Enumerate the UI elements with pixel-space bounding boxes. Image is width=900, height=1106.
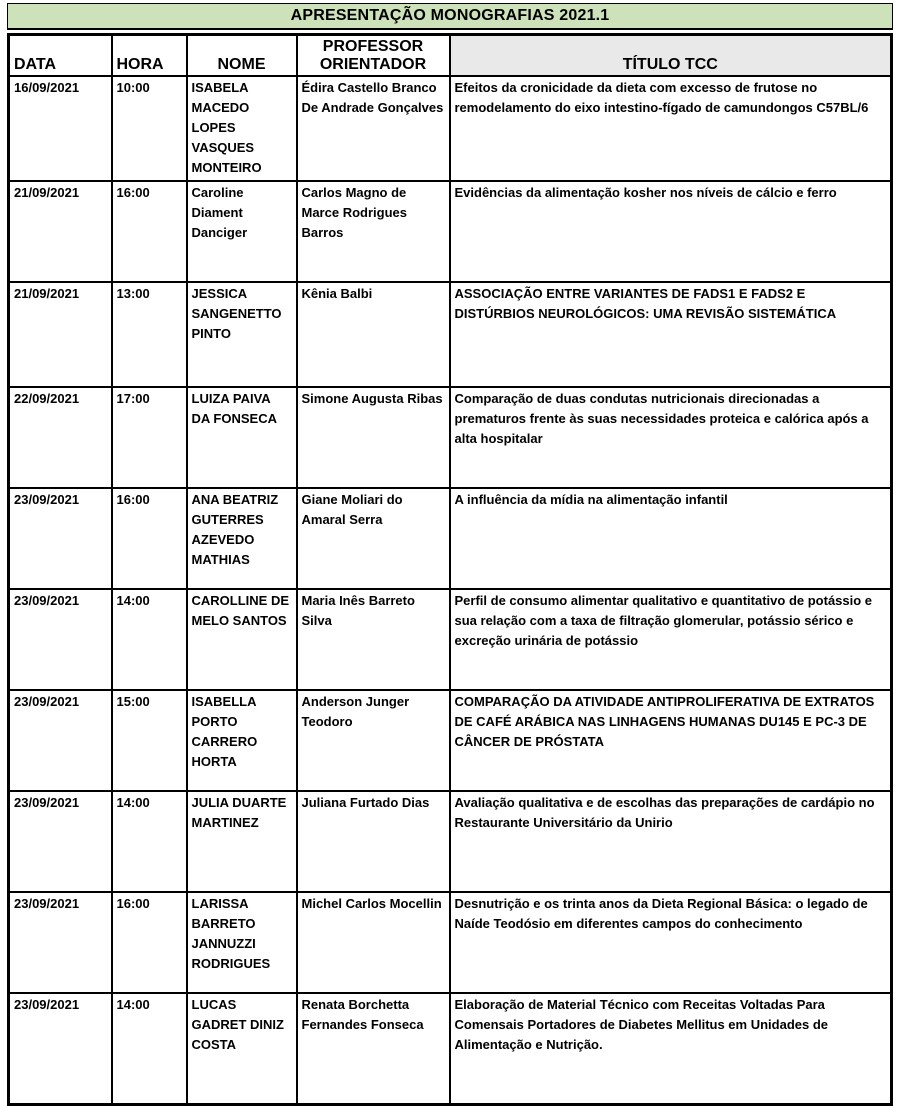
- cell-hora: 14:00: [112, 791, 187, 892]
- header-row: [9, 35, 892, 77]
- cell-nome: JESSICA SANGENETTO PINTO: [187, 282, 297, 387]
- monografias-table: [7, 33, 893, 1106]
- cell-orientador: Carlos Magno de Marce Rodrigues Barros: [297, 181, 450, 282]
- cell-orientador: Anderson Junger Teodoro: [297, 690, 450, 791]
- table-row: [9, 892, 892, 993]
- cell-hora: 14:00: [112, 589, 187, 690]
- cell-titulo: ASSOCIAÇÃO ENTRE VARIANTES DE FADS1 E FADS2 E DISTÚRBIOS NEUROLÓGICOS: UMA REVISÃO SISTEMÁTICA: [450, 282, 892, 387]
- cell-nome: ISABELA MACEDO LOPES VASQUES MONTEIRO: [187, 76, 297, 181]
- cell-titulo: Comparação de duas condutas nutricionais direcionadas a prematuros frente às suas necessidades proteica e calórica após a alta hospitalar: [450, 387, 892, 488]
- cell-hora: 17:00: [112, 387, 187, 488]
- cell-hora: 16:00: [112, 488, 187, 589]
- cell-orientador: Giane Moliari do Amaral Serra: [297, 488, 450, 589]
- cell-nome: JULIA DUARTE MARTINEZ: [187, 791, 297, 892]
- cell-hora: 16:00: [112, 181, 187, 282]
- cell-titulo: Avaliação qualitativa e de escolhas das preparações de cardápio no Restaurante Universitário da Unirio: [450, 791, 892, 892]
- cell-data: 21/09/2021: [9, 282, 112, 387]
- cell-nome: LARISSA BARRETO JANNUZZI RODRIGUES: [187, 892, 297, 993]
- table-row: [9, 181, 892, 282]
- table-row: [9, 791, 892, 892]
- cell-orientador: Édira Castello Branco De Andrade Gonçalves: [297, 76, 450, 181]
- cell-data: 23/09/2021: [9, 993, 112, 1105]
- column-header-hora: HORA: [112, 35, 187, 77]
- cell-hora: 14:00: [112, 993, 187, 1105]
- cell-hora: 13:00: [112, 282, 187, 387]
- column-header-data: DATA: [9, 35, 112, 77]
- table-row: [9, 488, 892, 589]
- cell-data: 23/09/2021: [9, 690, 112, 791]
- cell-nome: CAROLLINE DE MELO SANTOS: [187, 589, 297, 690]
- table-row: [9, 282, 892, 387]
- cell-orientador: Simone Augusta Ribas: [297, 387, 450, 488]
- cell-nome: LUIZA PAIVA DA FONSECA: [187, 387, 297, 488]
- table-row: [9, 589, 892, 690]
- cell-titulo: Perfil de consumo alimentar qualitativo e quantitativo de potássio e sua relação com a taxa de filtração glomerular, potássio sérico e excreção urinária de potássio: [450, 589, 892, 690]
- cell-hora: 10:00: [112, 76, 187, 181]
- cell-titulo: Desnutrição e os trinta anos da Dieta Regional Básica: o legado de Naíde Teodósio em diferentes campos do conhecimento: [450, 892, 892, 993]
- cell-nome: ANA BEATRIZ GUTERRES AZEVEDO MATHIAS: [187, 488, 297, 589]
- column-header-titulo: TÍTULO TCC: [450, 35, 892, 77]
- column-header-orientador: PROFESSOR ORIENTADOR: [297, 35, 450, 77]
- cell-orientador: Kênia Balbi: [297, 282, 450, 387]
- cell-orientador: Juliana Furtado Dias: [297, 791, 450, 892]
- cell-hora: 16:00: [112, 892, 187, 993]
- cell-titulo: Efeitos da cronicidade da dieta com excesso de frutose no remodelamento do eixo intestino-fígado de camundongos C57BL/6: [450, 76, 892, 181]
- table-body: [9, 76, 892, 1105]
- cell-hora: 15:00: [112, 690, 187, 791]
- cell-nome: Caroline Diament Danciger: [187, 181, 297, 282]
- cell-titulo: Elaboração de Material Técnico com Receitas Voltadas Para Comensais Portadores de Diabetes Mellitus em Unidades de Alimentação e Nutrição.: [450, 993, 892, 1105]
- cell-data: 23/09/2021: [9, 791, 112, 892]
- cell-titulo: Evidências da alimentação kosher nos níveis de cálcio e ferro: [450, 181, 892, 282]
- page-title: APRESENTAÇÃO MONOGRAFIAS 2021.1: [7, 3, 893, 30]
- cell-data: 23/09/2021: [9, 892, 112, 993]
- cell-data: 22/09/2021: [9, 387, 112, 488]
- table-row: [9, 76, 892, 181]
- cell-titulo: COMPARAÇÃO DA ATIVIDADE ANTIPROLIFERATIVA DE EXTRATOS DE CAFÉ ARÁBICA NAS LINHAGENS HUMANAS DU145 E PC-3 DE CÂNCER DE PRÓSTATA: [450, 690, 892, 791]
- cell-data: 23/09/2021: [9, 589, 112, 690]
- table-row: [9, 993, 892, 1105]
- cell-orientador: Michel Carlos Mocellin: [297, 892, 450, 993]
- column-header-nome: NOME: [187, 35, 297, 77]
- table-row: [9, 387, 892, 488]
- cell-titulo: A influência da mídia na alimentação infantil: [450, 488, 892, 589]
- cell-data: 23/09/2021: [9, 488, 112, 589]
- cell-data: 16/09/2021: [9, 76, 112, 181]
- cell-data: 21/09/2021: [9, 181, 112, 282]
- cell-orientador: Maria Inês Barreto Silva: [297, 589, 450, 690]
- cell-nome: ISABELLA PORTO CARRERO HORTA: [187, 690, 297, 791]
- table-row: [9, 690, 892, 791]
- cell-nome: LUCAS GADRET DINIZ COSTA: [187, 993, 297, 1105]
- cell-orientador: Renata Borchetta Fernandes Fonseca: [297, 993, 450, 1105]
